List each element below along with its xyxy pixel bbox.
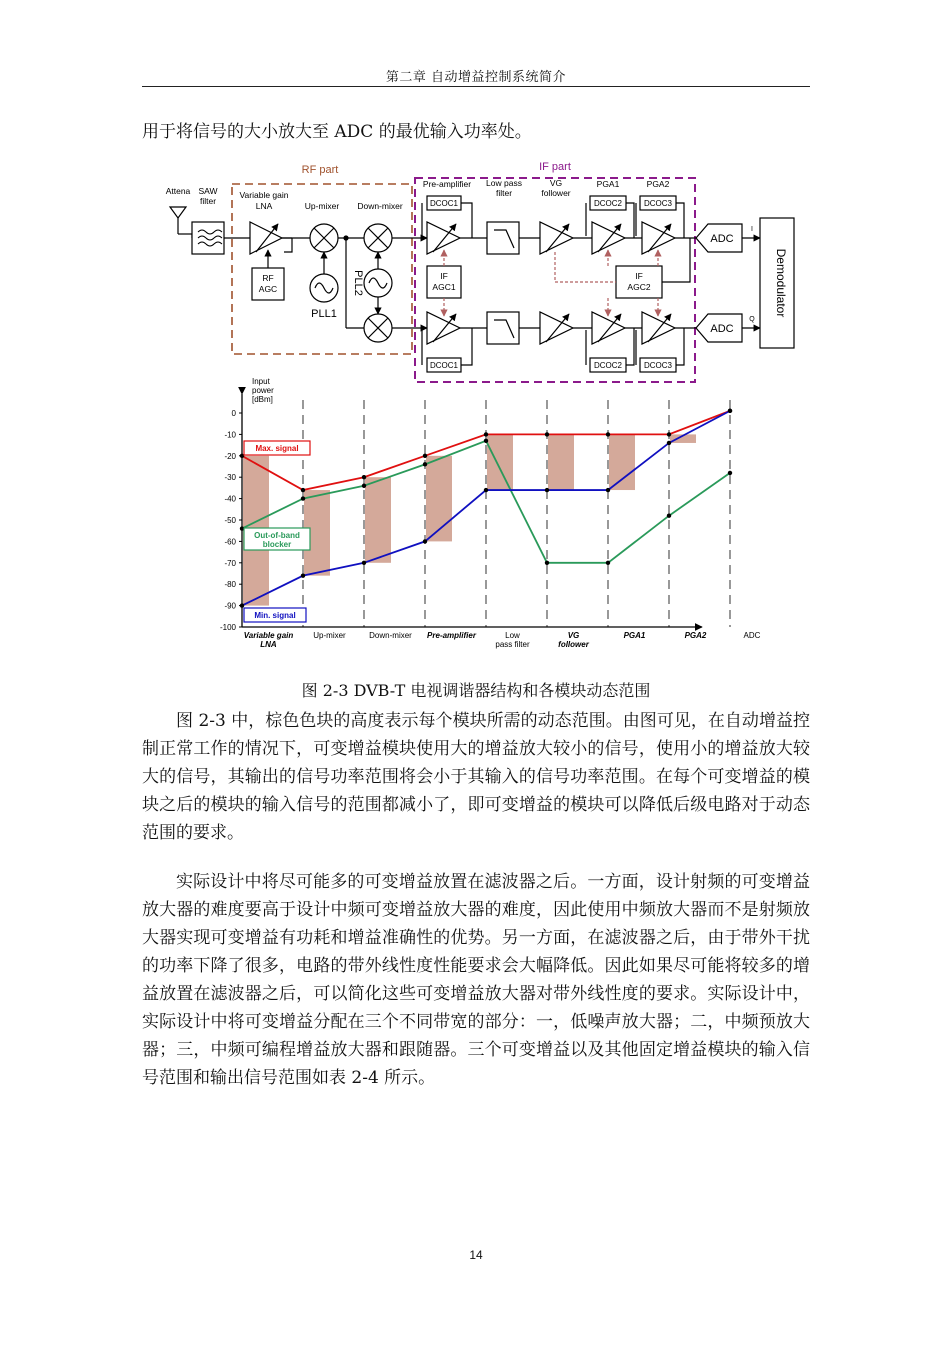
pga1-label: PGA1 — [596, 179, 620, 189]
vg-label: VG — [549, 178, 563, 188]
y-tick-label-1: -10 — [224, 430, 236, 440]
y-tick-label-6: -60 — [224, 537, 236, 547]
legend-label-1-0: Out-of-band — [254, 531, 300, 540]
series-2-point-1 — [301, 573, 305, 577]
pga2-label: PGA2 — [646, 179, 670, 189]
antenna-label: Attena — [165, 186, 191, 196]
y-tick-label-5: -50 — [224, 516, 236, 525]
tuner-figure — [142, 152, 810, 672]
series-1-point-4 — [484, 439, 488, 443]
series-2-point-3 — [423, 539, 427, 543]
pga2-i — [642, 222, 675, 254]
series-2-point-6 — [606, 488, 610, 492]
y-axis-label-1: power — [252, 386, 274, 395]
y-tick-label-7: -70 — [224, 558, 236, 568]
category-label-0-0: Variable gain — [243, 631, 294, 640]
dcoc2-bottom-label: DCOC2 — [593, 361, 623, 370]
lna-label2: LNA — [255, 201, 273, 211]
y-axis-label-2: [dBm] — [252, 395, 273, 404]
rf-agc-label: RF — [262, 273, 274, 283]
series-0-point-7 — [667, 432, 671, 436]
if-agc1-label: IF — [440, 271, 448, 281]
series-1-point-7 — [667, 514, 671, 518]
y-axis-label-0: Input — [252, 377, 270, 386]
range-bar-6 — [609, 434, 635, 490]
category-label-7-0: PGA2 — [684, 631, 707, 640]
series-1-point-8 — [728, 471, 732, 475]
y-tick-label-2: -20 — [224, 451, 236, 461]
upmixer-label: Up-mixer — [304, 201, 340, 211]
category-label-0-1: LNA — [260, 640, 277, 649]
lpf-q — [487, 312, 519, 344]
if-agc1-label2: AGC1 — [432, 282, 456, 292]
lpf-label2: filter — [495, 188, 513, 198]
preamp-i — [427, 222, 460, 254]
range-bar-2 — [365, 477, 391, 563]
category-label-6-0: PGA1 — [623, 631, 646, 640]
series-2-point-7 — [667, 441, 671, 445]
y-tick-label-10: -100 — [219, 623, 236, 632]
header-rule — [142, 86, 810, 87]
dcoc3-top-label: DCOC3 — [643, 199, 673, 208]
dynamic-range-chart — [220, 377, 761, 649]
series-1-point-2 — [362, 484, 366, 488]
category-label-5-0: VG — [567, 631, 580, 640]
series-0-point-5 — [545, 432, 549, 436]
paragraph-1: 图 2-3 中，棕色色块的高度表示每个模块所需的动态范围。由图可见，在自动增益控制正常工作的情况下，可变增益模块使用大的增益放大较小的信号，使用小的增益放大较大的信号，其输出的信号功率范围将会小于其输入的信号功率范围。在每个可变增益的模块之后的模块的输入信号的范围都减小了，即可变增益的模块可以降低后级电路对于动态范围的要求。 — [142, 711, 810, 843]
category-label-3-0: Pre-amplifier — [427, 631, 476, 640]
y-tick-label-9: -90 — [224, 601, 236, 611]
lpf-label: Low pass — [486, 178, 522, 188]
category-label-4-0: Low — [505, 631, 520, 640]
dcoc2-top-label: DCOC2 — [593, 199, 623, 208]
series-2-point-0 — [240, 603, 244, 607]
dcoc1-top-label: DCOC1 — [429, 199, 459, 208]
pga1-q — [592, 312, 625, 344]
series-1-point-6 — [606, 561, 610, 565]
legend-label-2-0: Min. signal — [254, 611, 296, 620]
page-number: 14 — [469, 1248, 483, 1262]
vg-follower-q — [540, 312, 573, 344]
series-2-point-2 — [362, 561, 366, 565]
series-1-point-5 — [545, 561, 549, 565]
range-bar-5 — [548, 434, 574, 490]
range-bar-4 — [487, 434, 513, 490]
series-0-point-2 — [362, 475, 366, 479]
series-0-point-6 — [606, 432, 610, 436]
saw-label2: filter — [199, 196, 217, 206]
category-label-8-0: ADC — [743, 631, 761, 640]
category-label-1-0: Up-mixer — [313, 631, 346, 640]
intro-text: 用于将信号的大小放大至 ADC 的最优输入功率处。 — [142, 122, 532, 142]
series-2-point-5 — [545, 488, 549, 492]
lpf-i — [487, 222, 519, 254]
pga1-i — [592, 222, 625, 254]
page-header: 第二章 自动增益控制系统简介 — [385, 70, 567, 85]
category-label-4-1: pass filter — [495, 640, 530, 649]
preamp-label: Pre-amplifier — [422, 179, 472, 189]
y-tick-label-0: 0 — [231, 409, 236, 418]
legend-label-1-1: blocker — [262, 540, 292, 549]
saw-filter-box — [192, 222, 224, 254]
dcoc1-bottom-label: DCOC1 — [429, 361, 459, 370]
series-1-point-1 — [301, 496, 305, 500]
if-agc2-label: IF — [635, 271, 643, 281]
y-tick-label-4: -40 — [224, 494, 236, 504]
lna-label: Variable gain — [239, 190, 289, 200]
vg-follower-i — [540, 222, 573, 254]
category-label-2-0: Down-mixer — [369, 631, 412, 640]
series-2-point-8 — [728, 409, 732, 413]
legend-label-0-0: Max. signal — [255, 444, 299, 453]
pll1-label: PLL1 — [311, 308, 337, 320]
y-tick-label-8: -80 — [224, 580, 236, 590]
rf-part-label: RF part — [301, 164, 339, 176]
dcoc3-bottom-label: DCOC3 — [643, 361, 673, 370]
rf-agc-label2: AGC — [258, 284, 278, 294]
saw-label: SAW — [198, 186, 218, 196]
series-1-point-3 — [423, 462, 427, 466]
series-0-point-1 — [301, 488, 305, 492]
series-0-point-3 — [423, 454, 427, 458]
y-tick-label-3: -30 — [224, 473, 236, 483]
preamp-q — [427, 312, 460, 344]
series-0-point-4 — [484, 432, 488, 436]
paragraph-2: 实际设计中将尽可能多的可变增益放置在滤波器之后。一方面，设计射频的可变增益放大器的难度要高于设计中频可变增益放大器的难度，因此使用中频放大器而不是射频放大器实现可变增益有功耗和增益准确性的优势。另一方面，在滤波器之后，由于带外干扰的功率下降了很多，电路的带外线性度性能要求会大幅降低。因此如果尽可能将较多的增益放置在滤波器之后，可以简化这些可变增益放大器对带外线性度的要求。实际设计中，实际设计中将可变增益分配在三个不同带宽的部分：一，低噪声放大器；二，中频预放大器；三，中频可编程增益放大器和跟随器。三个可变增益以及其他固定增益模块的输入信号范围和输出信号范围如表 2-4 所示。 — [142, 872, 810, 1088]
if-part-label: IF part — [539, 161, 571, 173]
antenna-icon — [170, 207, 192, 238]
figure-caption: 图 2-3 DVB-T 电视调谐器结构和各模块动态范围 — [301, 681, 651, 700]
adc-q-label: ADC — [710, 323, 734, 335]
vg-label2: follower — [541, 188, 571, 198]
pga2-q — [642, 312, 675, 344]
series-2-point-4 — [484, 488, 488, 492]
adc-i-label: ADC — [710, 233, 734, 245]
if-agc2-label2: AGC2 — [627, 282, 651, 292]
downmixer-label: Down-mixer — [357, 201, 403, 211]
pll2-label: PLL2 — [352, 270, 364, 296]
q-label: Q — [749, 316, 755, 323]
lna-amplifier — [250, 222, 282, 254]
demodulator-label: Demodulator — [774, 248, 788, 318]
i-label: I — [751, 226, 753, 233]
category-label-5-1: follower — [558, 640, 589, 649]
